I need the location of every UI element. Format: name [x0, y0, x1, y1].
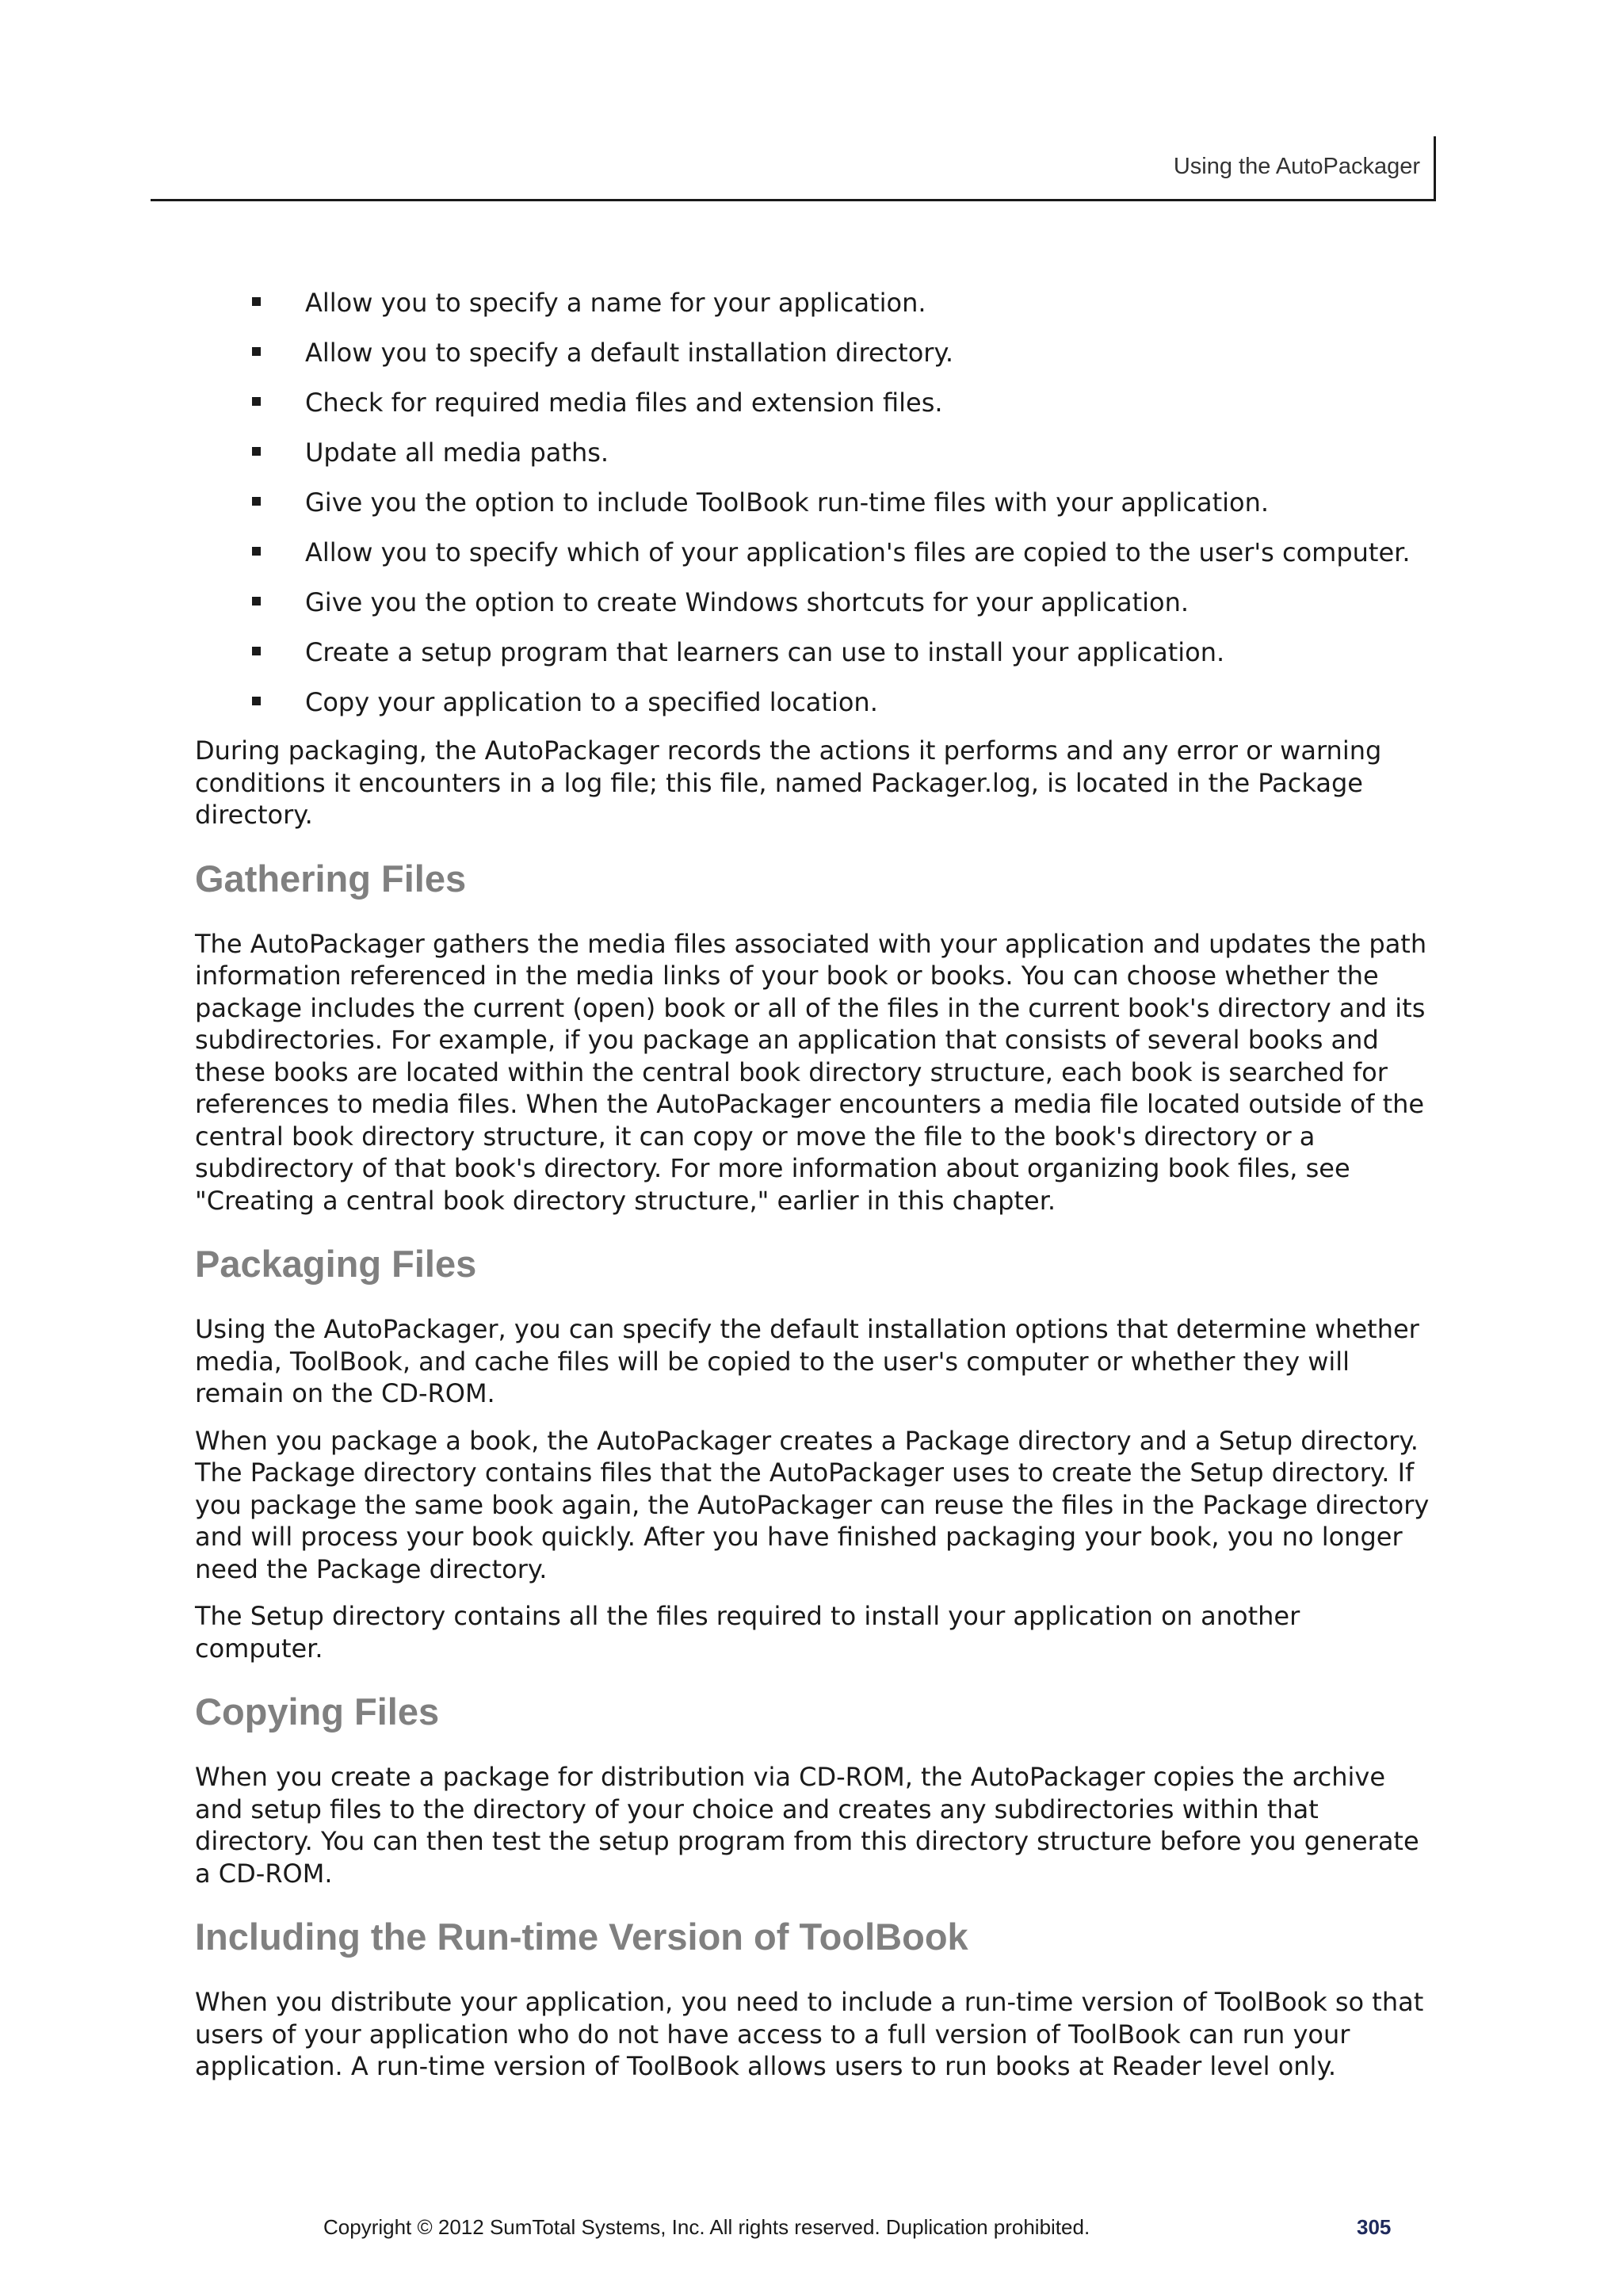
- page-footer: [0, 2215, 1623, 2247]
- list-item-text: Give you the option to include ToolBook run-time files with your application.: [305, 487, 1270, 518]
- square-bullet-icon: [252, 597, 261, 606]
- running-header-title: Using the AutoPackager: [1173, 154, 1420, 179]
- list-item: [195, 335, 1431, 370]
- square-bullet-icon: [252, 297, 261, 306]
- section-heading-runtime-version: Including the Run-time Version of ToolBook: [195, 1916, 968, 1958]
- list-item-text: Check for required media files and extension files.: [305, 388, 943, 418]
- list-item-text: Give you the option to create Windows shortcuts for your application.: [305, 587, 1190, 617]
- copying-paragraph: When you create a package for distribution via CD-ROM, the AutoPackager copies the archive and setup files to the directory of your choice and creates any subdirectories within that directory. You can then test the setup program from this directory structure before you generate a CD-ROM.: [195, 1762, 1419, 1889]
- gathering-paragraph: The AutoPackager gathers the media files associated with your application and updates the path information referenced in the media links of your book or books. You can choose whether the package includes the current (open) book or all of the files in the current book's directory and its subdirectories. For example, if you package an application that consists of several books and these books are located within the central book directory structure, each book is searched for references to media files. When the AutoPackager encounters a media file located outside of the central book directory structure, it can copy or move the file to the book's directory or a subdirectory of that book's directory. For more information about organizing book files, see "Creating a central book directory structure," earlier in this chapter.: [195, 928, 1427, 1216]
- square-bullet-icon: [252, 347, 261, 356]
- list-item-text: Allow you to specify a name for your application.: [305, 288, 926, 318]
- feature-bullet-list: [195, 285, 1431, 720]
- page-number: 305: [1357, 2215, 1392, 2239]
- list-item-text: Update all media paths.: [305, 437, 609, 468]
- square-bullet-icon: [252, 697, 261, 705]
- list-item-text: Create a setup program that learners can use to install your application.: [305, 637, 1225, 667]
- section-heading-copying-files: Copying Files: [195, 1690, 440, 1733]
- square-bullet-icon: [252, 647, 261, 655]
- page-content: [195, 285, 1431, 2098]
- square-bullet-icon: [252, 547, 261, 556]
- packaging-paragraph-3: The Setup directory contains all the files required to install your application on another computer.: [195, 1601, 1300, 1664]
- list-item-text: Copy your application to a specified location.: [305, 687, 878, 717]
- list-item: [195, 585, 1431, 620]
- running-header: [151, 136, 1436, 201]
- list-item: [195, 435, 1431, 470]
- square-bullet-icon: [252, 397, 261, 406]
- list-item: [195, 685, 1431, 720]
- list-item-text: Allow you to specify a default installation directory.: [305, 338, 953, 368]
- runtime-paragraph: When you distribute your application, you need to include a run-time version of ToolBook so that users of your application who do not have access to a full version of ToolBook can run your application. A run-time version of ToolBook allows users to run books at Reader level only.: [195, 1987, 1424, 2081]
- square-bullet-icon: [252, 497, 261, 506]
- header-vertical-rule: [1434, 136, 1436, 201]
- list-item: [195, 385, 1431, 420]
- list-item: [195, 535, 1431, 570]
- list-item: [195, 285, 1431, 320]
- square-bullet-icon: [252, 447, 261, 456]
- section-heading-gathering-files: Gathering Files: [195, 857, 467, 900]
- packaging-paragraph-1: Using the AutoPackager, you can specify the default installation options that determine whether media, ToolBook, and cache files will be copied to the user's computer or whether they will remain on the CD-ROM.: [195, 1314, 1419, 1408]
- section-heading-packaging-files: Packaging Files: [195, 1243, 477, 1285]
- copyright-notice: Copyright © 2012 SumTotal Systems, Inc. All rights reserved. Duplication prohibited.: [323, 2215, 1090, 2239]
- list-item-text: Allow you to specify which of your application's files are copied to the user's computer.: [305, 537, 1411, 567]
- packaging-paragraph-2: When you package a book, the AutoPackager creates a Package directory and a Setup directory. The Package directory contains files that the AutoPackager uses to create the Setup directory. If you package the same book again, the AutoPackager can reuse the files in the Package directory and will process your book quickly. After you have finished packaging your book, you no longer need the Package directory.: [195, 1425, 1430, 1584]
- list-item: [195, 635, 1431, 670]
- intro-paragraph: During packaging, the AutoPackager records the actions it performs and any error or warning conditions it encounters in a log file; this file, named Packager.log, is located in the Package directory.: [195, 735, 1382, 830]
- list-item: [195, 485, 1431, 520]
